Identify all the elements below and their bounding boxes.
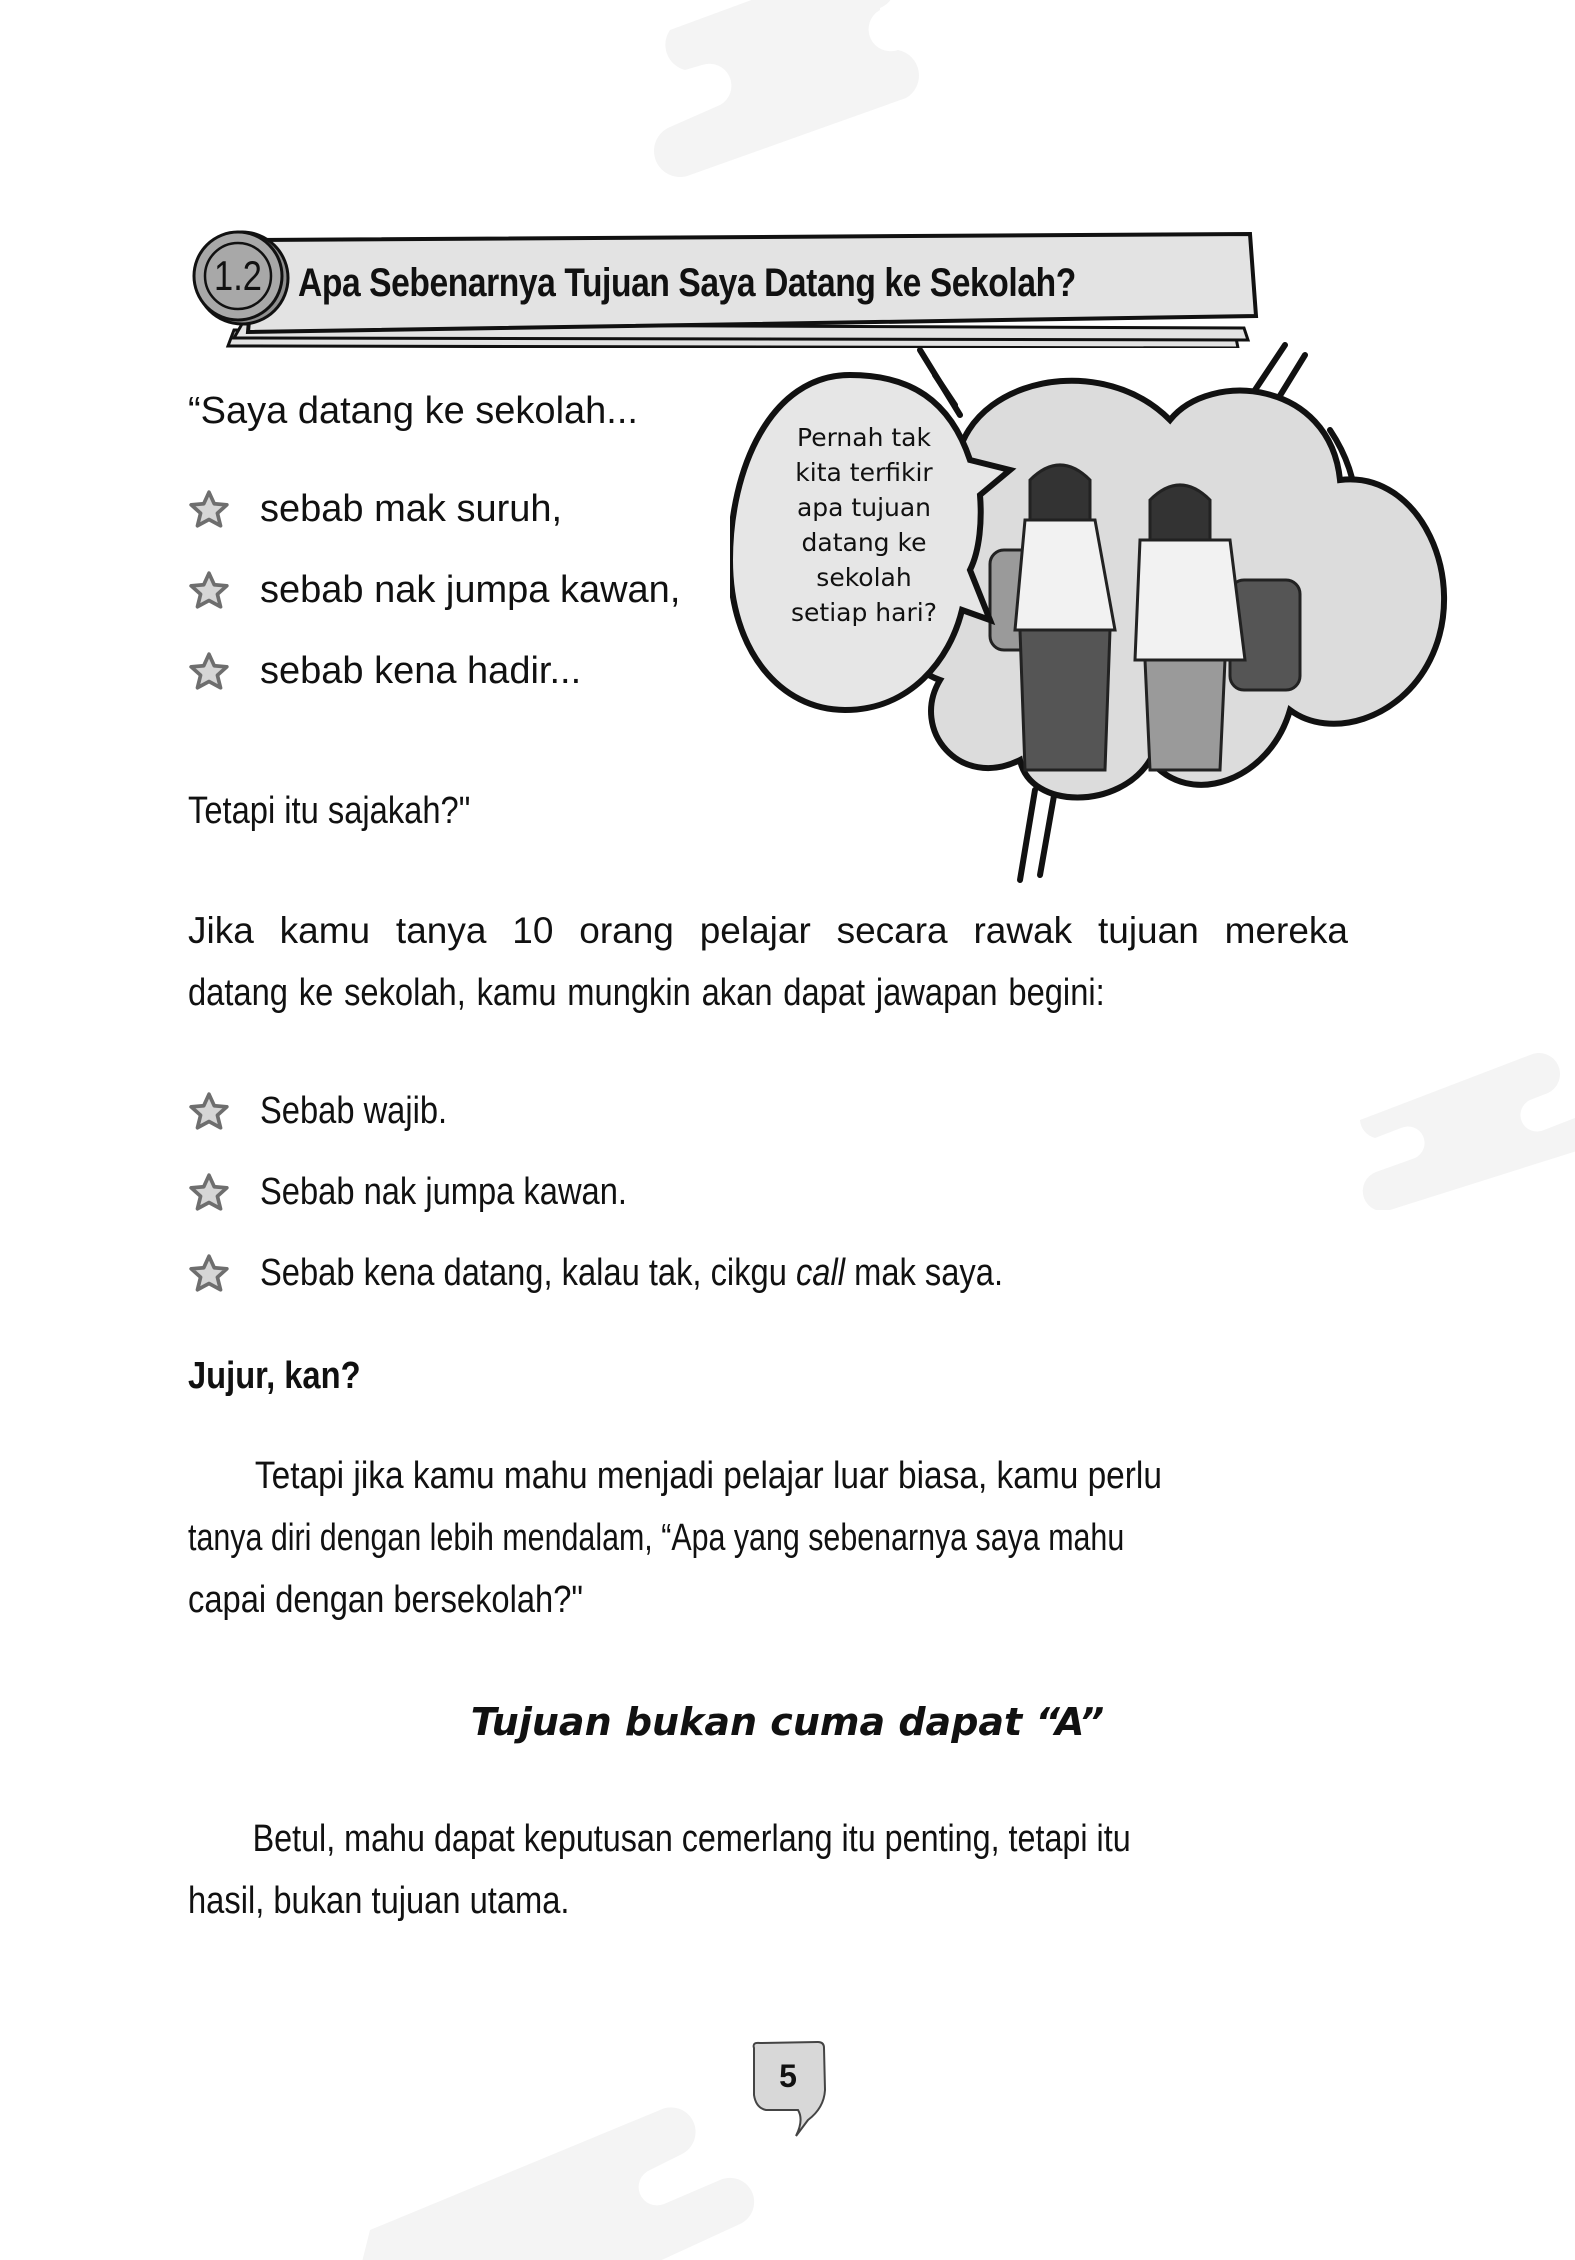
list-item (188, 559, 680, 621)
bubble-line: apa tujuan (796, 493, 932, 522)
bubble-line: datang ke (801, 528, 927, 557)
answer-text: Sebab wajib. (260, 1089, 448, 1132)
emphasis-text: Jujur, kan? (188, 1355, 361, 1397)
section-number-badge (186, 228, 296, 338)
reason-text: sebab kena hadir... (260, 649, 582, 692)
paragraph-line: Jika kamu tanya 10 orang pelajar secara rawak tujuan mereka (188, 910, 1348, 951)
star-bullet-icon (188, 1252, 230, 1294)
star-bullet-icon (188, 650, 230, 692)
list-item (188, 1080, 478, 1142)
star-bullet-icon (188, 1090, 230, 1132)
paragraph-1 (188, 900, 1388, 1024)
page-number-badge (748, 2040, 828, 2120)
page-number: 5 (779, 2058, 797, 2094)
list-item (188, 478, 562, 540)
paragraph-line: Tetapi jika kamu mahu menjadi pelajar luar biasa, kamu perlu (254, 1455, 1162, 1497)
paragraph-line: capai dengan bersekolah?" (188, 1579, 583, 1621)
list-item (188, 640, 581, 702)
star-bullet-icon (188, 488, 230, 530)
speech-bubble-text (758, 420, 970, 630)
section-number: 1.2 (214, 252, 262, 299)
answer-text-after: mak saya. (845, 1251, 1004, 1294)
paragraph-line: Betul, mahu dapat keputusan cemerlang itu penting, tetapi itu (252, 1818, 1131, 1860)
star-bullet-icon (188, 569, 230, 611)
paragraph-line: datang ke sekolah, kamu mungkin akan dapat jawapan begini: (188, 972, 1105, 1014)
paragraph-2 (188, 1445, 1388, 1631)
section-title: Apa Sebenarnya Tujuan Saya Datang ke Sekolah? (298, 261, 1076, 305)
answer-text: Sebab nak jumpa kawan. (260, 1170, 627, 1213)
star-bullet-icon (188, 1171, 230, 1213)
bubble-line: setiap hari? (791, 598, 937, 627)
paragraph-line: tanya diri dengan lebih mendalam, “Apa yang sebenarnya saya mahu (188, 1517, 1125, 1559)
bubble-line: Pernah tak (797, 423, 931, 452)
answer-italic-word: call (795, 1251, 846, 1294)
bubble-line: sekolah (816, 563, 912, 592)
intro-quote-open: “Saya datang ke sekolah... (188, 390, 638, 432)
subheading: Tujuan bukan cuma dapat “A” (470, 1700, 1105, 1744)
answer-text-before: Sebab kena datang, kalau tak, cikgu (260, 1251, 796, 1294)
bubble-line: kita terfikir (795, 458, 933, 487)
list-item (188, 1161, 687, 1223)
paragraph-3 (188, 1808, 1388, 1932)
list-item (188, 1242, 1124, 1304)
paragraph-line: hasil, bukan tujuan utama. (188, 1880, 570, 1922)
reason-text: sebab nak jumpa kawan, (260, 568, 681, 611)
intro-quote-close: Tetapi itu sajakah?" (188, 790, 471, 832)
answer-text (260, 1252, 1003, 1295)
reason-text: sebab mak suruh, (260, 487, 563, 530)
